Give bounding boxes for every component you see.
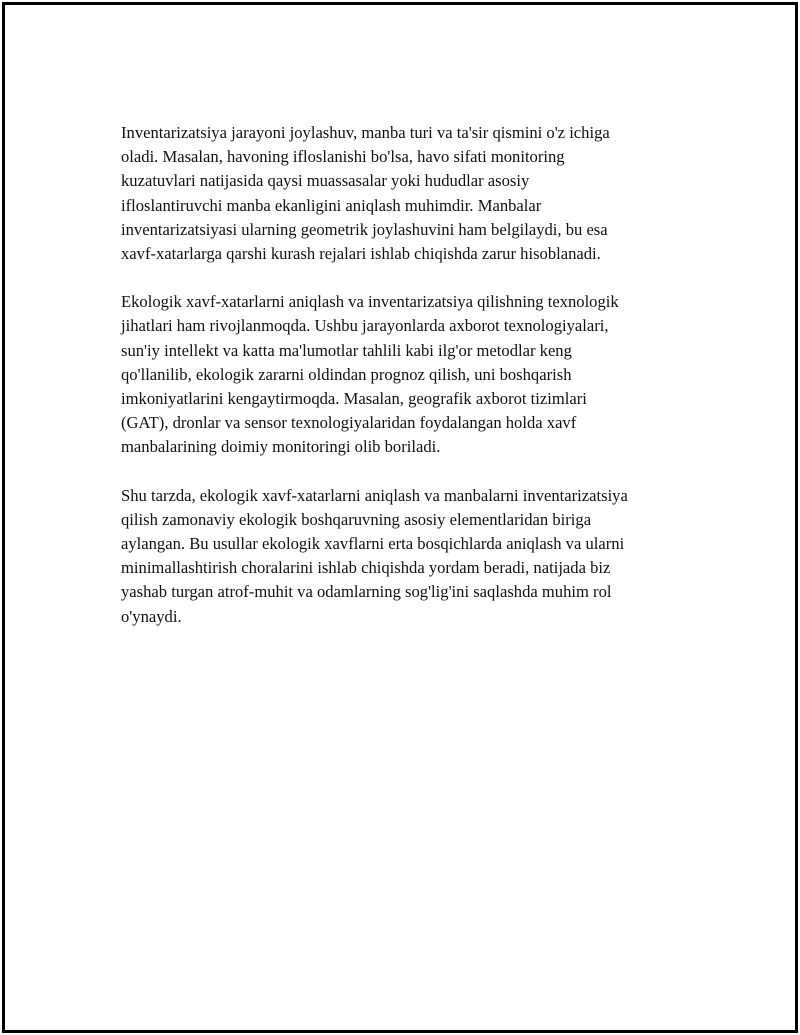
paragraph-1: Inventarizatsiya jarayoni joylashuv, manba turi va ta'sir qismini o'z ichiga oladi. Masalan, havoning ifloslanishi bo'lsa, havo sifati monitoring kuzatuvlari natijasida qaysi muassasalar yoki hududlar asosiy ifloslantiruvchi manba ekanligini aniqlash muhimdir. Manbalar inventarizatsiyasi ularning geometrik joylashuvini ham belgilaydi, bu esa xavf-xatarlarga qarshi kurash rejalari ishlab chiqishda zarur hisoblanadi. — [121, 123, 610, 264]
document-body — [121, 121, 701, 653]
page-frame — [2, 2, 798, 1033]
paragraph-2: Ekologik xavf-xatarlarni aniqlash va inventarizatsiya qilishning texnologik jihatlari ham rivojlanmoqda. Ushbu jarayonlarda axborot texnologiyalari, sun'iy intellekt va katta ma'lumotlar tahlili kabi ilg'or metodlar keng qo'llanilib, ekologik zararni oldindan prognoz qilish, uni boshqarish imkoniyatlarini kengaytirmoqda. Masalan, geografik axborot tizimlari (GAT), dronlar va sensor texnologiyalaridan foydalangan holda xavf manbalarining doimiy monitoringi olib boriladi. — [121, 292, 619, 457]
paragraph-3: Shu tarzda, ekologik xavf-xatarlarni aniqlash va manbalarni inventarizatsiya qilish zamonaviy ekologik boshqaruvning asosiy elementlaridan biriga aylangan. Bu usullar ekologik xavflarni erta bosqichlarda aniqlash va ularni minimallashtirish choralarini ishlab chiqishda yordam beradi, natijada biz yashab turgan atrof-muhit va odamlarning sog'lig'ini saqlashda muhim rol o'ynaydi. — [121, 485, 628, 626]
